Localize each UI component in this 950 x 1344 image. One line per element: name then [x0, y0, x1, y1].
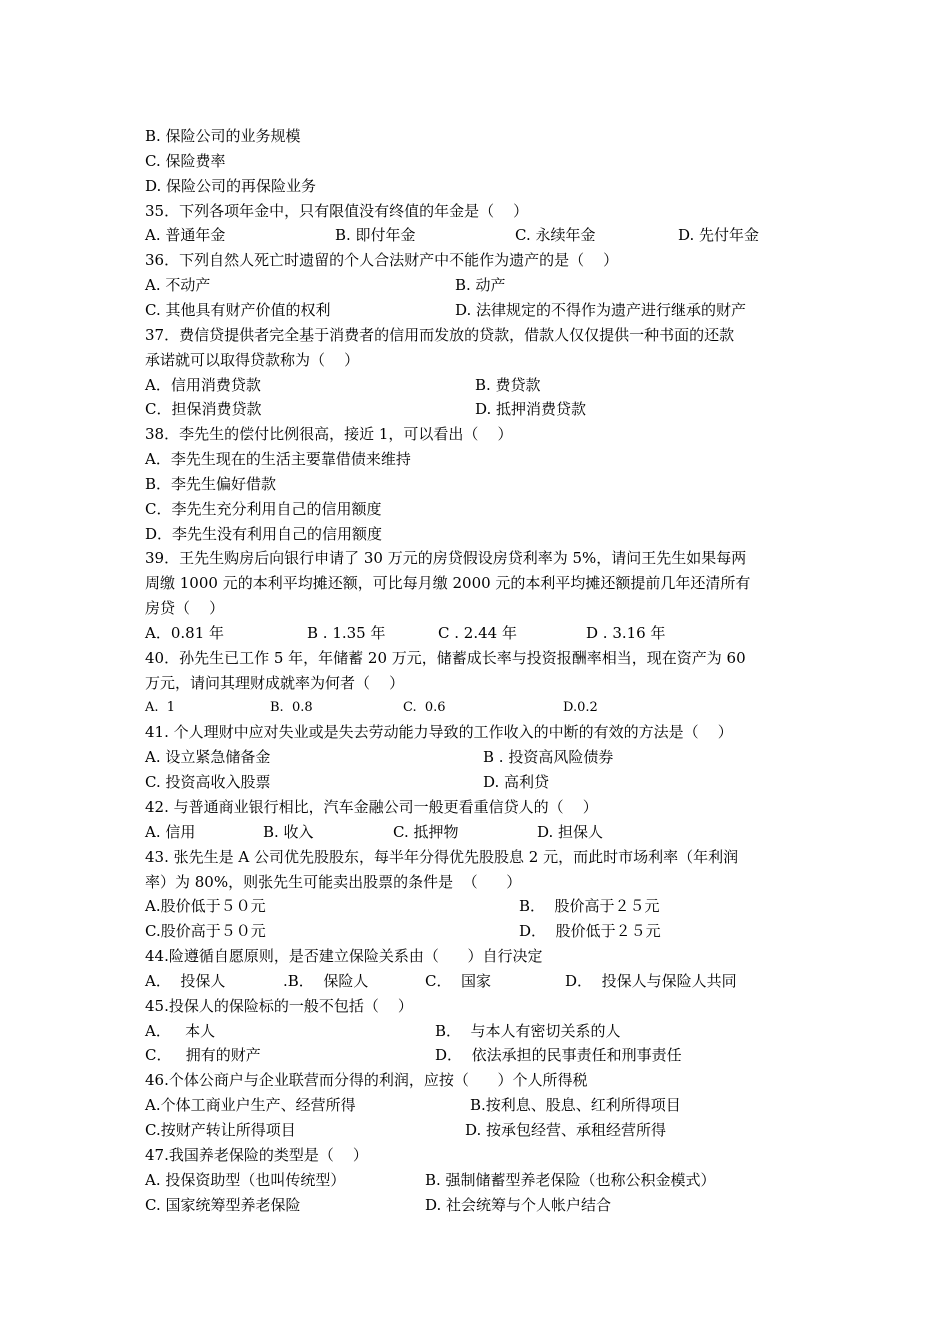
- text-line: [145, 223, 815, 247]
- answer-option: C.股价高于５０元: [145, 922, 266, 941]
- text-line: 46.个体公商户与企业联营而分得的利润，应按（ ）个人所得税: [145, 1071, 588, 1090]
- answer-option: B. 即付年金: [335, 226, 416, 245]
- answer-option: C．担保消费贷款: [145, 400, 262, 419]
- answer-option: B. 0.8: [270, 699, 313, 715]
- answer-option: A. 普通年金: [145, 226, 226, 245]
- answer-option: D. 先付年金: [678, 226, 760, 245]
- answer-option: C.按财产转让所得项目: [145, 1121, 296, 1139]
- text-line: 38．李先生的偿付比例很高，接近 1，可以看出（ ）: [145, 425, 513, 444]
- text-line: D．李先生没有利用自己的信用额度: [145, 524, 383, 543]
- text-line: [145, 820, 815, 844]
- answer-option: B . 投资高风险债券: [483, 748, 614, 767]
- answer-option: A.个体工商业户生产、经营所得: [145, 1096, 356, 1115]
- answer-option: A. 不动产: [145, 276, 211, 295]
- answer-option: D . 3.16 年: [586, 624, 666, 642]
- answer-option: A. 设立紧急储备金: [145, 748, 271, 767]
- text-line: [145, 1043, 815, 1067]
- answer-option: D. 担保人: [537, 822, 604, 841]
- text-line: [145, 745, 815, 769]
- answer-option: D． 投保人与保险人共同: [565, 971, 737, 990]
- answer-option: D.0.2: [563, 699, 598, 715]
- text-line: [145, 373, 815, 397]
- text-line: 房贷（ ）: [145, 599, 225, 618]
- text-line: [145, 273, 815, 297]
- answer-option: B . 1.35 年: [307, 624, 386, 642]
- answer-option: B. 强制储蓄型养老保险（也称公积金模式）: [425, 1170, 716, 1189]
- text-line: [145, 1019, 815, 1043]
- answer-option: C. 其他具有财产价值的权利: [145, 300, 331, 319]
- text-line: 万元，请问其理财成就率为何者（ ）: [145, 673, 405, 692]
- answer-option: B.按利息、股息、红利所得项目: [470, 1096, 681, 1115]
- text-line: 36．下列自然人死亡时遗留的个人合法财产中不能作为遗产的是（ ）: [145, 251, 619, 270]
- text-line: [145, 696, 815, 720]
- answer-option: A. 投保资助型（也叫传统型）: [145, 1170, 346, 1189]
- answer-option: A．信用消费贷款: [145, 375, 261, 394]
- text-line: C. 保险费率: [145, 151, 226, 170]
- answer-option: C. 投资高收入股票: [145, 773, 271, 792]
- answer-option: C． 国家: [425, 971, 492, 990]
- answer-option: A.股价低于５０元: [145, 897, 266, 916]
- text-line: 率）为 80%，则张先生可能卖出股票的条件是 （ ）: [145, 872, 522, 891]
- text-line: B. 保险公司的业务规模: [145, 127, 301, 145]
- text-line: C．李先生充分利用自己的信用额度: [145, 499, 382, 518]
- answer-option: C. 国家统筹型养老保险: [145, 1195, 301, 1214]
- text-line: [145, 298, 815, 322]
- answer-option: A. 信用: [145, 822, 196, 841]
- text-line: [145, 919, 815, 943]
- answer-option: D. 法律规定的不得作为遗产进行继承的财产: [455, 300, 747, 319]
- answer-option: .B． 保险人: [283, 971, 369, 990]
- text-line: 35．下列各项年金中，只有限值没有终值的年金是（ ）: [145, 201, 529, 220]
- text-line: 承诺就可以取得贷款称为（ ）: [145, 350, 360, 369]
- text-line: 42. 与普通商业银行相比，汽车金融公司一般更看重信贷人的（ ）: [145, 797, 598, 816]
- text-line: D. 保险公司的再保险业务: [145, 176, 317, 195]
- answer-option: C． 拥有的财产: [145, 1046, 261, 1065]
- text-line: [145, 1093, 815, 1117]
- answer-option: D． 依法承担的民事责任和刑事责任: [435, 1046, 682, 1065]
- answer-option: D. 社会统筹与个人帐户结合: [425, 1195, 612, 1214]
- text-line: [145, 1118, 815, 1142]
- text-line: 47.我国养老保险的类型是（ ）: [145, 1145, 368, 1164]
- text-line: [145, 397, 815, 421]
- text-line: [145, 1193, 815, 1217]
- answer-option: D． 股价低于２５元: [519, 922, 661, 941]
- text-line: B．李先生偏好借款: [145, 474, 277, 493]
- text-line: [145, 621, 815, 645]
- answer-option: C. 永续年金: [515, 226, 596, 245]
- answer-option: D. 高利贷: [483, 773, 550, 792]
- answer-option: B． 与本人有密切关系的人: [435, 1021, 621, 1040]
- answer-option: B. 动产: [455, 276, 506, 295]
- answer-option: B. 费贷款: [475, 375, 541, 394]
- answer-option: B. 收入: [263, 822, 314, 841]
- answer-option: A． 投保人: [145, 971, 226, 990]
- text-line: 39．王先生购房后向银行申请了 30 万元的房贷假设房贷利率为 5%，请问王先生如果每两: [145, 549, 747, 568]
- text-line: 41. 个人理财中应对失业或是失去劳动能力导致的工作收入的中断的有效的方法是（ ）: [145, 723, 733, 742]
- text-line: 40．孙先生已工作 5 年，年储蓄 20 万元，储蓄成长率与投资报酬率相当，现在资产为 60: [145, 648, 746, 667]
- text-line: 周缴 1000 元的本利平均摊还额，可比每月缴 2000 元的本利平均摊还额提前几年还清所有: [145, 574, 751, 593]
- text-line: [145, 770, 815, 794]
- answer-option: C. 0.6: [403, 699, 446, 715]
- text-line: 43. 张先生是 A 公司优先股股东，每半年分得优先股股息 2 元，而此时市场利率（年利润: [145, 847, 739, 866]
- text-line: 44.险遵循自愿原则，是否建立保险关系由（ ）自行决定: [145, 947, 543, 966]
- answer-option: D. 抵押消费贷款: [475, 400, 587, 419]
- answer-option: B． 股价高于２５元: [519, 897, 660, 916]
- answer-option: C. 抵押物: [393, 822, 459, 841]
- answer-option: A．0.81 年: [145, 624, 224, 642]
- text-line: [145, 1168, 815, 1192]
- answer-option: D. 按承包经营、承租经营所得: [465, 1121, 667, 1139]
- text-line: 45.投保人的保险标的一般不包括（ ）: [145, 996, 413, 1015]
- text-line: [145, 894, 815, 918]
- answer-option: A. 1: [145, 699, 176, 715]
- text-line: [145, 969, 815, 993]
- answer-option: C . 2.44 年: [438, 624, 517, 642]
- answer-option: A． 本人: [145, 1021, 216, 1040]
- text-line: 37．费信贷提供者完全基于消费者的信用而发放的贷款，借款人仅仅提供一种书面的还款: [145, 325, 735, 344]
- text-line: A．李先生现在的生活主要靠借债来维持: [145, 450, 411, 469]
